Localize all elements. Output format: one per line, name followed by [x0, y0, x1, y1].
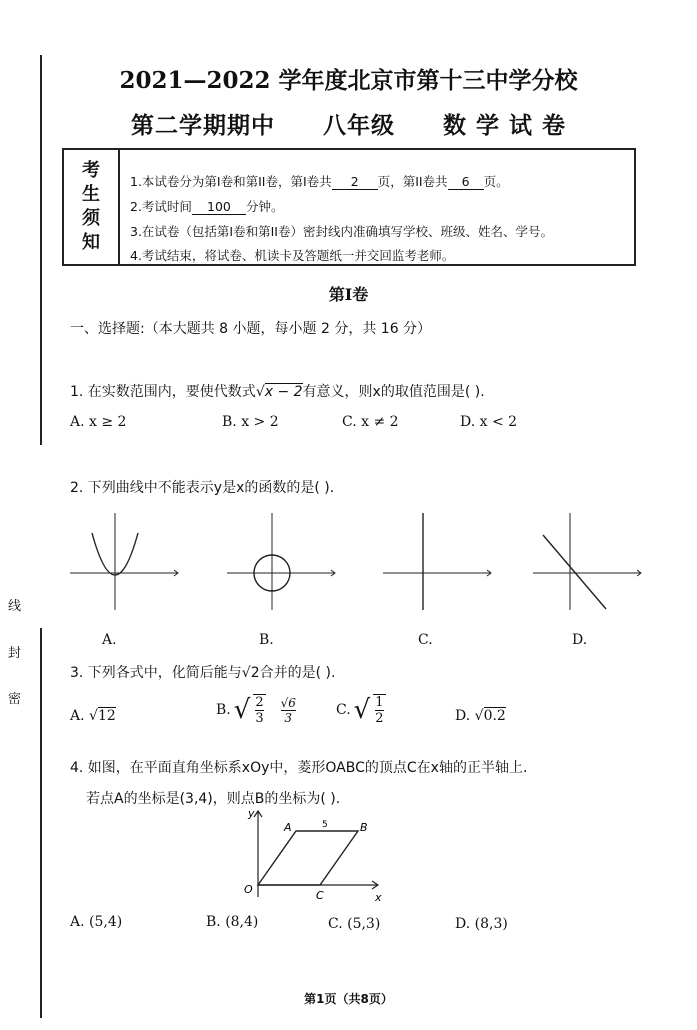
fraction-2-3: [253, 694, 265, 726]
question-4-stem-line-1: 4. 如图，在平面直角坐标系xOy中，菱形OABC的顶点C在x轴的正半轴上.: [70, 760, 528, 776]
exam-title: 2021—2022 学年度北京市第十三中学分校: [119, 67, 578, 94]
fig-label-c: C: [316, 889, 324, 902]
sqrt-sign: √: [353, 695, 371, 725]
question-3-option-b-label: B.: [216, 702, 231, 718]
question-3-option-d-label: D.: [455, 708, 471, 724]
sqrt-sign: √: [233, 695, 251, 725]
page-footer: 第1页（共8页）: [304, 992, 393, 1006]
fraction-denominator: 3: [255, 711, 264, 726]
notice-item-4: 4.考试结束，将试卷、机读卡及答题纸一并交回监考老师。: [130, 248, 455, 263]
question-1-option-c[interactable]: C. x ≠ 2: [342, 414, 399, 430]
fig-label-a: A: [284, 821, 292, 834]
question-3-option-d-radicand: 0.2: [483, 708, 506, 724]
question-3-option-a-label: A.: [70, 708, 85, 724]
side-char-xian: 线: [8, 599, 22, 614]
fig-handwritten-5: 5: [322, 820, 328, 830]
note-denominator: 3: [284, 710, 293, 725]
question-3-option-b[interactable]: [216, 694, 296, 726]
note-numerator: √6: [280, 695, 296, 710]
notice-item-2-text-a: 2.考试时间: [130, 199, 192, 214]
notice-pages-part1: 2: [332, 174, 378, 190]
sqrt-sign: √: [474, 708, 484, 724]
question-3-option-c[interactable]: [336, 694, 386, 726]
fraction-numerator: 2: [255, 695, 264, 710]
question-3-option-a[interactable]: [70, 708, 116, 724]
notice-head-char: 须: [82, 208, 100, 229]
question-3-option-d[interactable]: [455, 708, 506, 724]
question-1-stem-b: 有意义，则x的取值范围是( ).: [302, 384, 485, 400]
question-4-option-c[interactable]: C. (5,3): [328, 916, 381, 932]
notice-item-2-text-b: 分钟。: [245, 199, 284, 214]
sqrt-sign: √: [89, 708, 98, 724]
notice-head-char: 生: [82, 184, 100, 205]
graph-a-caption[interactable]: A.: [102, 632, 117, 648]
fig-label-b: B: [360, 821, 368, 834]
section-title: 第I卷: [328, 285, 369, 304]
notice-exam-time: 100: [192, 199, 246, 215]
notice-heading: [64, 150, 120, 264]
question-1-stem: [70, 381, 485, 401]
graph-b-caption[interactable]: B.: [259, 632, 274, 648]
rhombus-figure: [238, 805, 388, 905]
question-4-option-d[interactable]: D. (8,3): [455, 916, 508, 932]
graph-a-parabola: [65, 505, 185, 620]
notice-item-2: [130, 197, 283, 215]
graph-d-caption[interactable]: D.: [572, 632, 588, 648]
notice-item-1-text-b: 页，第II卷共: [377, 174, 448, 189]
question-2-stem: 2. 下列曲线中不能表示y是x的函数的是( ).: [70, 480, 335, 496]
graph-c-caption[interactable]: C.: [418, 632, 433, 648]
fraction-1-2: [373, 694, 385, 726]
notice-item-3: 3.在试卷（包括第I卷和第II卷）密封线内准确填写学校、班级、姓名、学号。: [130, 224, 553, 239]
fig-label-x: x: [375, 891, 382, 904]
question-4-option-b[interactable]: B. (8,4): [206, 914, 259, 930]
graph-b-circle: [222, 505, 342, 620]
question-1-stem-a: 1. 在实数范围内，要使代数式: [70, 384, 256, 400]
fraction-denominator: 2: [375, 711, 384, 726]
notice-head-char: 知: [82, 232, 100, 253]
fig-label-y: y: [248, 807, 255, 820]
exam-subtitle: 第二学期期中 八年级 数 学 试 卷: [130, 112, 567, 139]
question-1-radicand: x − 2: [264, 384, 303, 400]
question-1-option-b[interactable]: B. x > 2: [222, 414, 279, 430]
side-char-mi: 密: [8, 692, 22, 707]
sqrt-sign: √: [255, 384, 265, 400]
notice-item-1: [130, 172, 509, 190]
side-char-feng: 封: [8, 646, 22, 661]
notice-head-char: 考: [82, 160, 100, 181]
fig-label-o: O: [244, 883, 253, 896]
notice-item-1-text-a: 1.本试卷分为第I卷和第II卷，第I卷共: [130, 174, 332, 189]
question-3-option-c-label: C.: [336, 702, 351, 718]
question-3-option-a-radicand: 12: [97, 708, 116, 724]
question-1-option-d[interactable]: D. x < 2: [460, 414, 518, 430]
fraction-numerator: 1: [375, 695, 384, 710]
handwritten-note: [281, 696, 296, 725]
question-4-stem-line-2: 若点A的坐标是(3,4)，则点B的坐标为( ).: [86, 791, 341, 807]
question-4-option-a[interactable]: A. (5,4): [70, 914, 123, 930]
binding-line-bottom: [40, 628, 42, 1018]
notice-box: [62, 148, 636, 266]
graph-d-line: [528, 505, 648, 620]
question-3-stem: 3. 下列各式中，化简后能与√2合并的是( ).: [70, 665, 336, 681]
graph-c-vertical: [378, 505, 498, 620]
notice-pages-part2: 6: [448, 174, 484, 190]
notice-item-1-text-c: 页。: [483, 174, 509, 189]
part-heading: 一、选择题:（本大题共 8 小题，每小题 2 分，共 16 分）: [70, 321, 432, 337]
question-1-option-a[interactable]: A. x ≥ 2: [70, 414, 127, 430]
